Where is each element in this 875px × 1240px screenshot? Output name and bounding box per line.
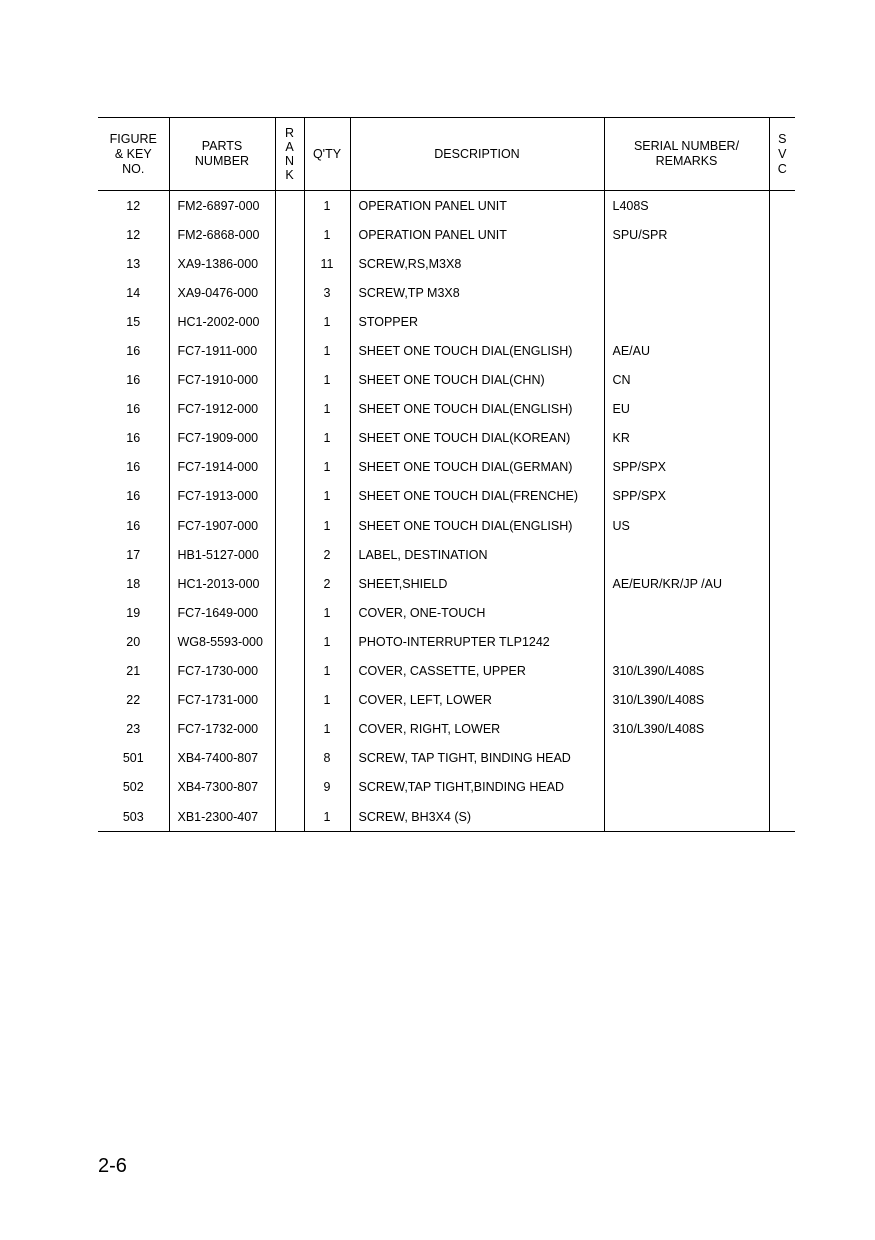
part-number-cell: FC7-1909-000 — [169, 424, 275, 453]
part-number-cell: FC7-1730-000 — [169, 657, 275, 686]
svc-cell — [769, 278, 795, 307]
svc-cell — [769, 191, 795, 221]
part-number-cell: HC1-2002-000 — [169, 307, 275, 336]
description-cell: COVER, LEFT, LOWER — [350, 686, 604, 715]
serial-remarks-cell — [604, 307, 769, 336]
part-number-cell: WG8-5593-000 — [169, 627, 275, 656]
figure-key-cell: 501 — [122, 751, 144, 766]
svc-cell — [769, 249, 795, 278]
table-row — [98, 220, 795, 249]
table-header-row — [98, 118, 795, 191]
description-cell: PHOTO-INTERRUPTER TLP1242 — [350, 627, 604, 656]
qty-cell: 2 — [304, 540, 350, 569]
qty-cell: 1 — [304, 715, 350, 744]
svc-cell — [769, 686, 795, 715]
description-cell: SCREW,TP M3X8 — [350, 278, 604, 307]
qty-cell: 2 — [304, 569, 350, 598]
part-number-cell: HC1-2013-000 — [169, 569, 275, 598]
rank-cell — [275, 540, 304, 569]
svc-cell — [769, 366, 795, 395]
description-cell: SHEET ONE TOUCH DIAL(GERMAN) — [350, 453, 604, 482]
part-number-cell: XA9-1386-000 — [169, 249, 275, 278]
serial-remarks-cell: SPU/SPR — [604, 220, 769, 249]
table-row — [98, 627, 795, 656]
table-row — [98, 686, 795, 715]
rank-cell — [275, 453, 304, 482]
figure-key-cell: 12 — [126, 198, 141, 213]
table-row — [98, 453, 795, 482]
svc-cell — [769, 569, 795, 598]
table-row — [98, 773, 795, 802]
qty-cell: 1 — [304, 220, 350, 249]
table-row — [98, 395, 795, 424]
figure-key-cell: 12 — [126, 227, 141, 242]
description-cell: STOPPER — [350, 307, 604, 336]
figure-key-cell: 18 — [126, 576, 141, 591]
part-number-cell: FC7-1913-000 — [169, 482, 275, 511]
header-serial-number-remarks: SERIAL NUMBER/ REMARKS — [604, 118, 769, 191]
svc-cell — [769, 744, 795, 773]
table-row — [98, 336, 795, 365]
figure-key-cell: 23 — [126, 722, 141, 737]
serial-remarks-cell — [604, 773, 769, 802]
rank-cell — [275, 191, 304, 221]
svc-cell — [769, 220, 795, 249]
part-number-cell: FC7-1731-000 — [169, 686, 275, 715]
rank-cell — [275, 366, 304, 395]
part-number-cell: XA9-0476-000 — [169, 278, 275, 307]
svc-cell — [769, 657, 795, 686]
svc-cell — [769, 598, 795, 627]
figure-key-cell: 16 — [126, 402, 141, 417]
svc-cell — [769, 540, 795, 569]
rank-cell — [275, 744, 304, 773]
part-number-cell: FC7-1914-000 — [169, 453, 275, 482]
figure-key-cell: 503 — [98, 802, 169, 832]
serial-remarks-cell — [604, 627, 769, 656]
description-cell: COVER, RIGHT, LOWER — [350, 715, 604, 744]
part-number-cell: XB4-7400-807 — [169, 744, 275, 773]
page-number: 2-6 — [98, 1155, 127, 1177]
svc-cell — [769, 307, 795, 336]
part-number-cell: FC7-1912-000 — [169, 395, 275, 424]
description-cell: SCREW,TAP TIGHT,BINDING HEAD — [350, 773, 604, 802]
svc-cell — [769, 627, 795, 656]
serial-remarks-cell: 310/L390/L408S — [604, 715, 769, 744]
serial-remarks-cell — [604, 744, 769, 773]
serial-remarks-cell: EU — [604, 395, 769, 424]
header-svc: S V C — [769, 118, 795, 191]
description-cell: SCREW, BH3X4 (S) — [350, 802, 604, 832]
serial-remarks-cell — [604, 802, 769, 832]
header-description: DESCRIPTION — [350, 118, 604, 191]
rank-cell — [275, 395, 304, 424]
table-body — [98, 191, 795, 832]
part-number-cell: FC7-1907-000 — [169, 511, 275, 540]
description-cell: COVER, ONE-TOUCH — [350, 598, 604, 627]
description-cell: SHEET ONE TOUCH DIAL(ENGLISH) — [350, 395, 604, 424]
description-cell: SCREW, TAP TIGHT, BINDING HEAD — [350, 744, 604, 773]
table-row — [98, 307, 795, 336]
part-number-cell: FC7-1649-000 — [169, 598, 275, 627]
qty-cell: 1 — [304, 453, 350, 482]
rank-cell — [275, 627, 304, 656]
table-row — [98, 598, 795, 627]
rank-cell — [275, 220, 304, 249]
figure-key-cell: 16 — [126, 431, 141, 446]
header-figure-key-no: FIGURE & KEY NO. — [98, 118, 169, 191]
table-row — [98, 657, 795, 686]
qty-cell: 1 — [304, 336, 350, 365]
rank-cell — [275, 686, 304, 715]
header-qty: Q'TY — [304, 118, 350, 191]
table-row — [98, 511, 795, 540]
serial-remarks-cell — [604, 598, 769, 627]
rank-cell — [275, 657, 304, 686]
description-cell: LABEL, DESTINATION — [350, 540, 604, 569]
svc-cell — [769, 511, 795, 540]
table-row — [98, 424, 795, 453]
qty-cell: 11 — [304, 249, 350, 278]
serial-remarks-cell: L408S — [604, 191, 769, 221]
figure-key-cell: 17 — [126, 547, 141, 562]
serial-remarks-cell: AE/AU — [604, 336, 769, 365]
qty-cell: 9 — [304, 773, 350, 802]
figure-key-cell: 16 — [126, 344, 141, 359]
rank-cell — [275, 511, 304, 540]
qty-cell: 1 — [304, 191, 350, 221]
qty-cell: 3 — [304, 278, 350, 307]
rank-cell — [275, 307, 304, 336]
svc-cell — [769, 453, 795, 482]
rank-cell — [275, 715, 304, 744]
serial-remarks-cell — [604, 278, 769, 307]
figure-key-cell: 16 — [126, 489, 141, 504]
rank-cell — [275, 482, 304, 511]
qty-cell: 1 — [304, 395, 350, 424]
svc-cell — [769, 395, 795, 424]
qty-cell: 1 — [304, 686, 350, 715]
part-number-cell: XB1-2300-407 — [169, 802, 275, 832]
rank-cell — [275, 249, 304, 278]
rank-cell — [275, 569, 304, 598]
table-row — [98, 744, 795, 773]
part-number-cell: FM2-6868-000 — [169, 220, 275, 249]
serial-remarks-cell: KR — [604, 424, 769, 453]
qty-cell: 1 — [304, 627, 350, 656]
part-number-cell: FC7-1911-000 — [169, 336, 275, 365]
rank-cell — [275, 773, 304, 802]
qty-cell: 1 — [304, 307, 350, 336]
description-cell: OPERATION PANEL UNIT — [350, 220, 604, 249]
qty-cell: 1 — [304, 482, 350, 511]
table-row — [98, 540, 795, 569]
qty-cell: 1 — [304, 366, 350, 395]
figure-key-cell: 14 — [126, 285, 141, 300]
svc-cell — [769, 424, 795, 453]
description-cell: SHEET ONE TOUCH DIAL(KOREAN) — [350, 424, 604, 453]
header-parts-number: PARTS NUMBER — [169, 118, 275, 191]
description-cell: SHEET ONE TOUCH DIAL(FRENCHE) — [350, 482, 604, 511]
serial-remarks-cell — [604, 540, 769, 569]
part-number-cell: FC7-1732-000 — [169, 715, 275, 744]
table-row — [98, 482, 795, 511]
figure-key-cell: 16 — [126, 373, 141, 388]
qty-cell: 1 — [304, 424, 350, 453]
table-row — [98, 802, 795, 832]
serial-remarks-cell: AE/EUR/KR/JP /AU — [604, 569, 769, 598]
header-rank: R A N K — [275, 118, 304, 191]
part-number-cell: HB1-5127-000 — [169, 540, 275, 569]
description-cell: SHEET ONE TOUCH DIAL(ENGLISH) — [350, 511, 604, 540]
svc-cell — [769, 802, 795, 832]
serial-remarks-cell: 310/L390/L408S — [604, 657, 769, 686]
svc-cell — [769, 336, 795, 365]
figure-key-cell: 22 — [126, 693, 141, 708]
qty-cell: 8 — [304, 744, 350, 773]
serial-remarks-cell: US — [604, 511, 769, 540]
rank-cell — [275, 336, 304, 365]
part-number-cell: FM2-6897-000 — [169, 191, 275, 221]
serial-remarks-cell: CN — [604, 366, 769, 395]
part-number-cell: XB4-7300-807 — [169, 773, 275, 802]
description-cell: SHEET ONE TOUCH DIAL(CHN) — [350, 366, 604, 395]
rank-cell — [275, 424, 304, 453]
description-cell: SHEET ONE TOUCH DIAL(ENGLISH) — [350, 336, 604, 365]
svc-cell — [769, 482, 795, 511]
figure-key-cell: 20 — [126, 634, 141, 649]
svc-cell — [769, 773, 795, 802]
description-cell: SCREW,RS,M3X8 — [350, 249, 604, 278]
rank-cell — [275, 802, 304, 832]
table-row — [98, 191, 795, 221]
svc-cell — [769, 715, 795, 744]
description-cell: COVER, CASSETTE, UPPER — [350, 657, 604, 686]
table-row — [98, 715, 795, 744]
qty-cell: 1 — [304, 802, 350, 832]
figure-key-cell: 16 — [126, 460, 141, 475]
description-cell: OPERATION PANEL UNIT — [350, 191, 604, 221]
figure-key-cell: 16 — [126, 518, 141, 533]
description-cell: SHEET,SHIELD — [350, 569, 604, 598]
serial-remarks-cell — [604, 249, 769, 278]
rank-cell — [275, 278, 304, 307]
table-row — [98, 366, 795, 395]
table-row — [98, 278, 795, 307]
part-number-cell: FC7-1910-000 — [169, 366, 275, 395]
table-row — [98, 569, 795, 598]
rank-cell — [275, 598, 304, 627]
figure-key-cell: 502 — [122, 780, 144, 795]
figure-key-cell: 19 — [126, 605, 141, 620]
serial-remarks-cell: 310/L390/L408S — [604, 686, 769, 715]
parts-list-table — [98, 117, 795, 832]
qty-cell: 1 — [304, 511, 350, 540]
figure-key-cell: 21 — [126, 664, 141, 679]
serial-remarks-cell: SPP/SPX — [604, 453, 769, 482]
figure-key-cell: 15 — [126, 314, 141, 329]
qty-cell: 1 — [304, 657, 350, 686]
qty-cell: 1 — [304, 598, 350, 627]
serial-remarks-cell: SPP/SPX — [604, 482, 769, 511]
figure-key-cell: 13 — [126, 256, 141, 271]
table-row — [98, 249, 795, 278]
